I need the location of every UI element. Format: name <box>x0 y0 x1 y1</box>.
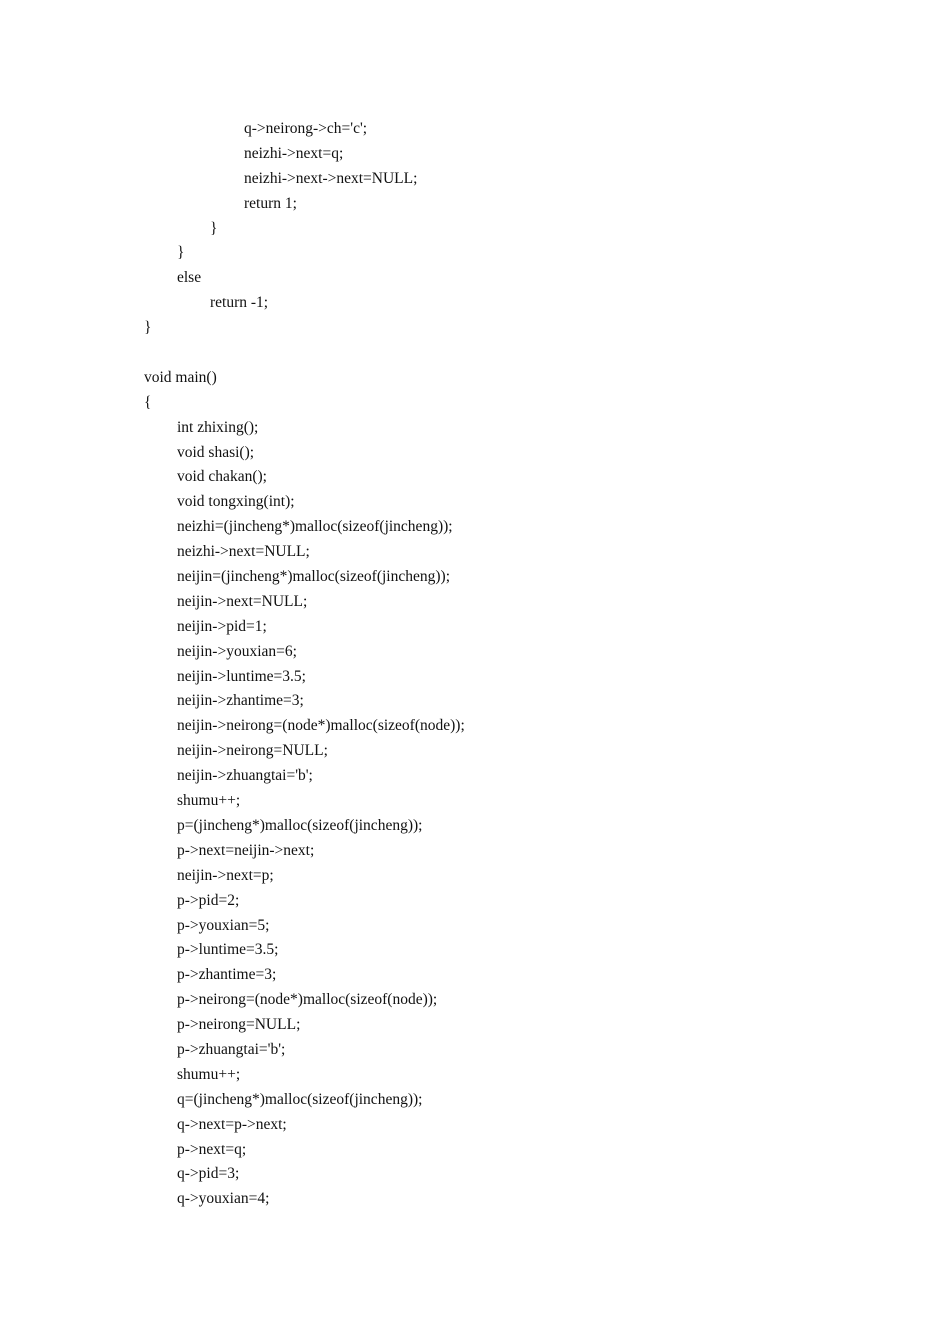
code-line: void tongxing(int); <box>177 493 295 511</box>
code-line: { <box>144 393 152 411</box>
code-line: q->neirong->ch='c'; <box>244 120 368 137</box>
code-listing <box>144 117 465 1212</box>
code-line: neizhi->next->next=NULL; <box>244 169 418 187</box>
code-line: neijin->zhantime=3; <box>177 692 304 710</box>
code-line: p->next=q; <box>177 1140 247 1158</box>
code-line: q->youxian=4; <box>177 1190 270 1208</box>
code-line: void shasi(); <box>177 443 255 461</box>
code-line: shumu++; <box>177 1065 241 1083</box>
code-line: p->neirong=NULL; <box>177 1016 301 1034</box>
code-line: p->zhantime=3; <box>177 966 277 984</box>
code-line: neijin->pid=1; <box>177 617 267 635</box>
code-line: neizhi->next=q; <box>244 144 344 162</box>
code-line: neijin=(jincheng*)malloc(sizeof(jincheng)); <box>177 568 450 586</box>
code-line: return -1; <box>210 294 269 312</box>
code-line: p->youxian=5; <box>177 916 270 934</box>
code-line: neijin->neirong=(node*)malloc(sizeof(node)); <box>177 717 465 735</box>
code-line: q=(jincheng*)malloc(sizeof(jincheng)); <box>177 1090 423 1108</box>
code-line: neijin->next=NULL; <box>177 592 308 610</box>
code-line: void main() <box>144 368 217 386</box>
code-line: neijin->next=p; <box>177 866 274 884</box>
code-line: p->zhuangtai='b'; <box>177 1040 286 1058</box>
code-line: } <box>177 244 185 262</box>
code-line: p->pid=2; <box>177 891 240 909</box>
code-line: else <box>177 269 202 287</box>
code-line: neijin->zhuangtai='b'; <box>177 767 313 785</box>
code-line: neijin->youxian=6; <box>177 642 297 660</box>
code-line: p->next=neijin->next; <box>177 841 315 859</box>
code-line: p=(jincheng*)malloc(sizeof(jincheng)); <box>177 816 423 834</box>
code-line: q->next=p->next; <box>177 1115 287 1133</box>
code-line: int zhixing(); <box>177 418 259 436</box>
code-line: neijin->neirong=NULL; <box>177 742 328 760</box>
code-line: p->luntime=3.5; <box>177 941 279 959</box>
code-line: p->neirong=(node*)malloc(sizeof(node)); <box>177 991 438 1009</box>
code-line: q->pid=3; <box>177 1165 240 1183</box>
code-line: } <box>144 319 152 337</box>
code-line: return 1; <box>244 194 297 212</box>
code-line: neizhi=(jincheng*)malloc(sizeof(jincheng)); <box>177 518 453 536</box>
code-line: shumu++; <box>177 792 241 810</box>
code-line: } <box>210 219 218 237</box>
code-line: neijin->luntime=3.5; <box>177 667 306 685</box>
code-line-blank <box>144 341 465 366</box>
code-line: neizhi->next=NULL; <box>177 543 310 561</box>
code-line: void chakan(); <box>177 468 267 486</box>
